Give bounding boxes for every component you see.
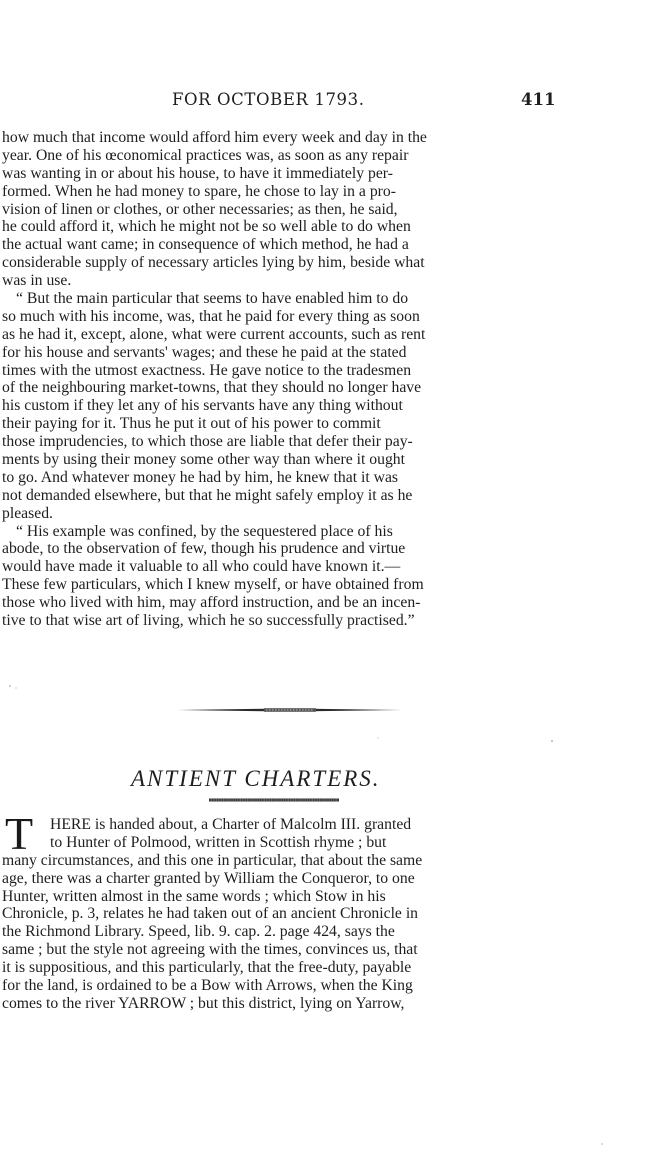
text-line: how much that income would afford him every week and day in the bbox=[2, 129, 427, 146]
text-line: to go. And whatever money he had by him, he knew that it was bbox=[2, 468, 399, 486]
text-line: those imprudencies, to which those are liable that defer their pay- bbox=[2, 433, 413, 451]
text-line: for the land, is ordained to be a Bow with Arrows, when the King bbox=[2, 977, 413, 995]
text-line: was in use. bbox=[2, 272, 72, 290]
text-line: to Hunter of Polmood, written in Scottish rhyme ; but bbox=[50, 833, 387, 851]
text-line: HERE is handed about, a Charter of Malcolm III. granted bbox=[50, 816, 412, 833]
text-line: his custom if they let any of his servants have any thing without bbox=[2, 397, 403, 415]
text-line: age, there was a charter granted by William the Conqueror, to one bbox=[2, 869, 415, 887]
section-body bbox=[2, 816, 552, 1013]
drop-cap-letter: T bbox=[5, 808, 34, 859]
article-continuation bbox=[2, 129, 552, 630]
text-line: it is suppositious, and this particularly, that the free-duty, payable bbox=[2, 959, 412, 977]
text-line: same ; but the style not agreeing with the times, convinces us, that bbox=[2, 941, 418, 959]
text-line: pleased. bbox=[2, 504, 53, 522]
section-heading-text: ANTIENT CHARTERS. bbox=[131, 766, 381, 791]
text-line: year. One of his œconomical practices was, as soon as any repair bbox=[2, 146, 409, 164]
text-line: so much with his income, was, that he paid for every thing as soon bbox=[2, 307, 420, 325]
text-line: Chronicle, p. 3, relates he had taken out of an ancient Chronicle in bbox=[2, 905, 419, 923]
text-line: many circumstances, and this one in particular, that about the same bbox=[2, 851, 423, 869]
text-line: considerable supply of necessary articles lying by him, beside what bbox=[2, 254, 425, 272]
text-line: was wanting in or about his house, to have it immediately per- bbox=[2, 164, 393, 182]
text-line: the Richmond Library. Speed, lib. 9. cap. 2. page 424, says the bbox=[2, 923, 395, 941]
running-head bbox=[0, 90, 669, 114]
text-line: comes to the river YARROW ; but this district, lying on Yarrow, bbox=[2, 994, 405, 1012]
text-line: abode, to the observation of few, though his prudence and virtue bbox=[2, 540, 406, 558]
text-line: those who lived with him, may afford instruction, and be an incen- bbox=[2, 594, 421, 612]
text-line: of the neighbouring market-towns, that they should no longer have bbox=[2, 379, 422, 397]
text-line: These few particulars, which I knew myself, or have obtained from bbox=[2, 576, 424, 594]
section-divider-ornament bbox=[178, 706, 402, 714]
heading-underline-rule bbox=[209, 798, 339, 802]
text-line: ments by using their money some other way than where it ought bbox=[2, 451, 406, 469]
text-line: their paying for it. Thus he put it out of his power to commit bbox=[2, 415, 381, 433]
paragraph-start-line: “ But the main particular that seems to have enabled him to do bbox=[16, 290, 409, 308]
text-line: Hunter, written almost in the same words ; which Stow in his bbox=[2, 887, 386, 905]
text-line: times with the utmost exactness. He gave notice to the tradesmen bbox=[2, 361, 412, 379]
text-line: he could afford it, which he might not be so well able to do when bbox=[2, 218, 411, 236]
text-line: would have made it valuable to all who could have known it.— bbox=[2, 558, 401, 576]
text-line: tive to that wise art of living, which he so successfully practised.” bbox=[2, 612, 415, 630]
running-title: FOR OCTOBER 1793. bbox=[172, 90, 365, 109]
text-line: formed. When he had money to spare, he chose to lay in a pro- bbox=[2, 182, 396, 200]
paragraph-start-line: “ His example was confined, by the sequestered place of his bbox=[16, 522, 393, 540]
text-line: not demanded elsewhere, but that he might safely employ it as he bbox=[2, 486, 413, 504]
page-number: 411 bbox=[521, 90, 556, 109]
text-line: vision of linen or clothes, or other necessaries; as then, he said, bbox=[2, 200, 398, 218]
text-line: as he had it, except, alone, what were current accounts, such as rent bbox=[2, 325, 426, 343]
text-line: for his house and servants' wages; and these he paid at the stated bbox=[2, 343, 407, 361]
text-line: the actual want came; in consequence of which method, he had a bbox=[2, 236, 409, 254]
